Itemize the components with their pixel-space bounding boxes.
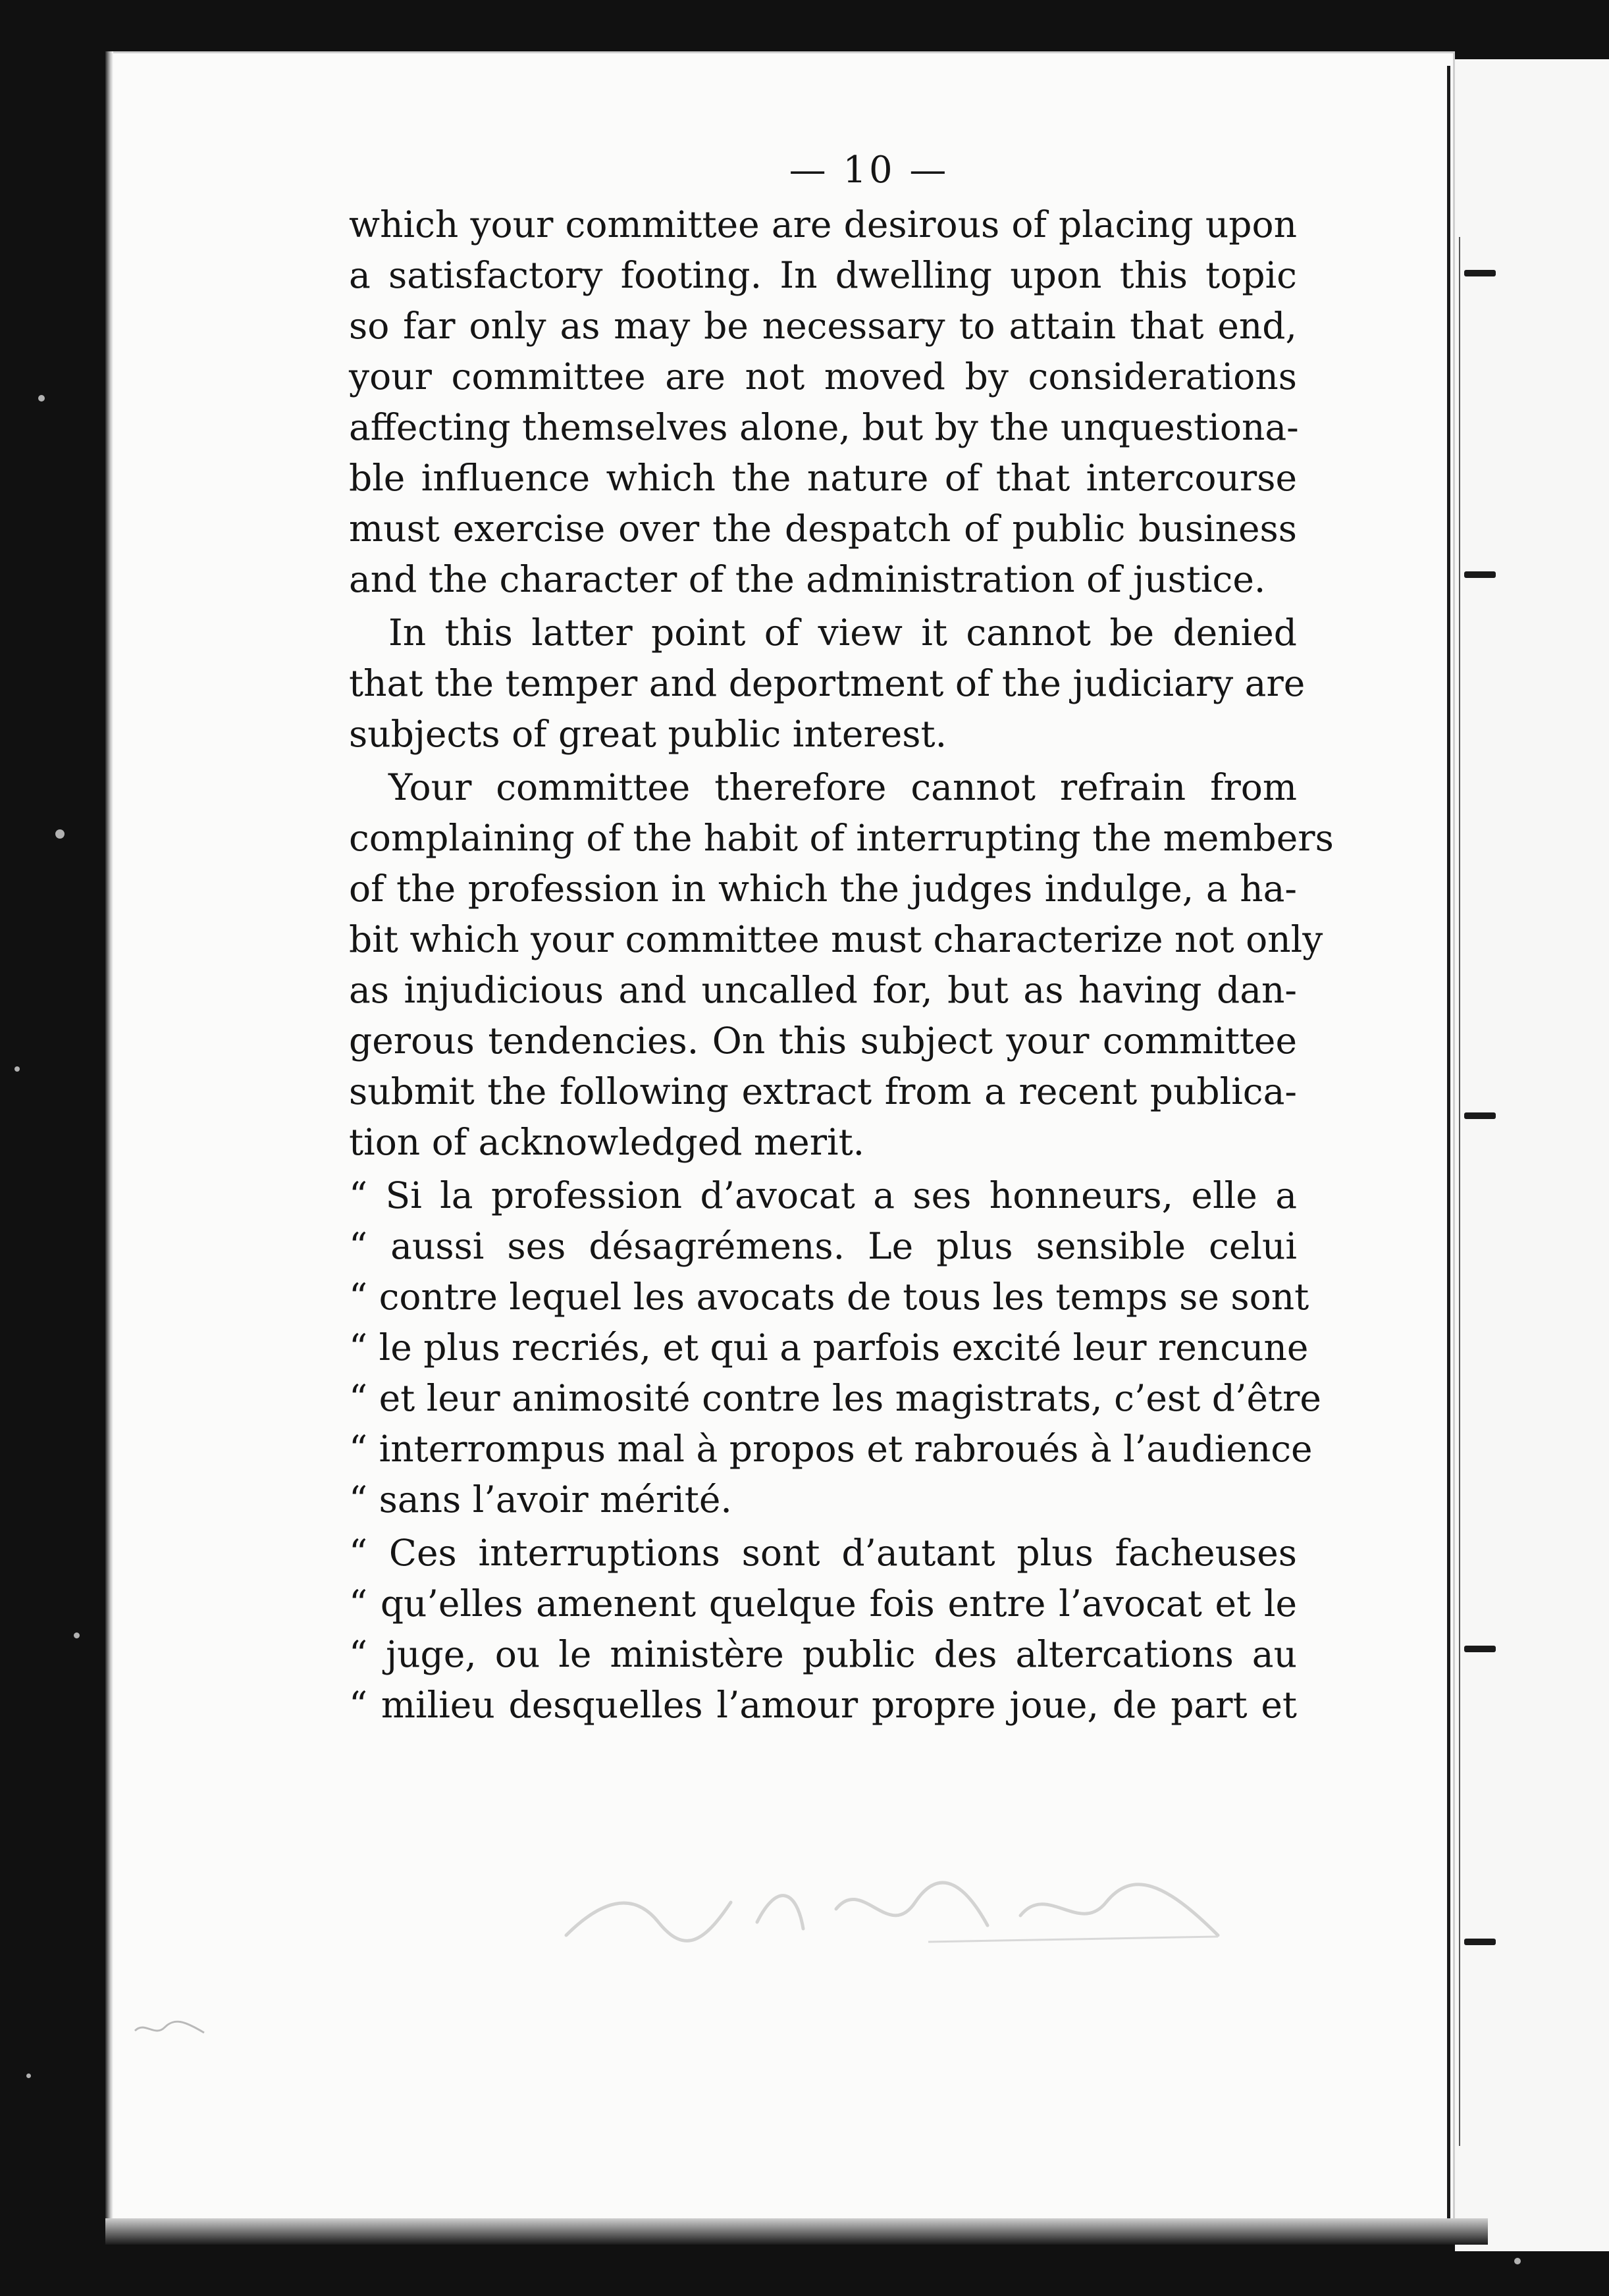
text-line: tion of acknowledged merit. bbox=[349, 1121, 865, 1163]
binding-stitch bbox=[1464, 1112, 1496, 1119]
text-line: In this latter point of view it cannot be denied bbox=[388, 612, 1297, 654]
dust-speck bbox=[38, 395, 45, 402]
quotation bbox=[349, 1170, 1321, 1525]
binding-stitch bbox=[1464, 1646, 1496, 1652]
binding-stitch bbox=[1464, 270, 1496, 276]
page-number: — 10 — bbox=[789, 149, 949, 192]
binding-gutter bbox=[1447, 66, 1450, 2225]
text-line: of the profession in which the judges indulge, a ha- bbox=[349, 868, 1297, 910]
text-line: and the character of the administration of justice. bbox=[349, 558, 1266, 600]
dust-speck bbox=[74, 1632, 80, 1638]
binding-stitch bbox=[1464, 571, 1496, 578]
text-line: “ juge, ou le ministère public des altercations au bbox=[349, 1633, 1297, 1675]
text-line: a satisfactory footing. In dwelling upon this topic bbox=[349, 254, 1297, 296]
text-line: that the temper and deportment of the judiciary are bbox=[349, 662, 1306, 704]
text-line: as injudicious and uncalled for, but as having dan- bbox=[349, 969, 1297, 1011]
text-line: complaining of the habit of interrupting the members bbox=[349, 817, 1334, 859]
text-line: “ Si la profession d’avocat a ses honneurs, elle a bbox=[349, 1174, 1297, 1216]
paragraph bbox=[349, 199, 1297, 605]
text-line: which your committee are desirous of placing upon bbox=[349, 203, 1297, 246]
text-line: “ Ces interruptions sont d’autant plus facheuses bbox=[349, 1532, 1297, 1574]
quotation bbox=[349, 1528, 1297, 1731]
dust-speck bbox=[26, 2074, 31, 2078]
page-text bbox=[349, 145, 1334, 1733]
paragraph bbox=[349, 608, 1306, 760]
text-line: “ et leur animosité contre les magistrats, c’est d’être bbox=[349, 1377, 1321, 1419]
text-line: so far only as may be necessary to attain that end, bbox=[349, 305, 1297, 347]
text-line: ble influence which the nature of that intercourse bbox=[349, 457, 1297, 499]
text-line: “ qu’elles amenent quelque fois entre l’avocat et le bbox=[349, 1582, 1297, 1625]
text-line: “ aussi ses désagrémens. Le plus sensible celui bbox=[349, 1225, 1297, 1267]
page-left-edge bbox=[105, 51, 113, 2224]
text-line: “ milieu desquelles l’amour propre joue, de part et bbox=[349, 1684, 1297, 1726]
dust-speck bbox=[55, 829, 65, 839]
text-line: gerous tendencies. On this subject your committee bbox=[349, 1020, 1297, 1062]
text-line: must exercise over the despatch of public business bbox=[349, 508, 1297, 550]
text-line: submit the following extract from a recent publica- bbox=[349, 1070, 1297, 1112]
dust-speck bbox=[14, 1066, 20, 1072]
handwritten-signature bbox=[560, 1863, 1231, 1948]
text-line: “ contre lequel les avocats de tous les temps se sont bbox=[349, 1276, 1309, 1318]
text-line: Your committee therefore cannot refrain from bbox=[388, 766, 1297, 808]
dust-speck bbox=[1514, 2258, 1521, 2264]
text-line: “ interrompus mal à propos et rabroués à l’audience bbox=[349, 1428, 1313, 1470]
paragraph bbox=[349, 762, 1334, 1168]
binding-gutter-fold bbox=[1459, 237, 1460, 2146]
page-bottom-shadow bbox=[105, 2218, 1488, 2245]
text-line: your committee are not moved by considerations bbox=[349, 355, 1297, 398]
text-line: subjects of great public interest. bbox=[349, 713, 947, 755]
text-line: bit which your committee must characterize not only bbox=[349, 918, 1323, 960]
text-line: “ sans l’avoir mérité. bbox=[349, 1478, 732, 1521]
text-line: affecting themselves alone, but by the unquestiona- bbox=[349, 406, 1299, 448]
binding-stitch bbox=[1464, 1939, 1496, 1945]
margin-mark bbox=[132, 2014, 211, 2041]
text-line: “ le plus recriés, et qui a parfois excité leur rencune bbox=[349, 1326, 1309, 1369]
facing-page-edge bbox=[1455, 59, 1609, 2251]
